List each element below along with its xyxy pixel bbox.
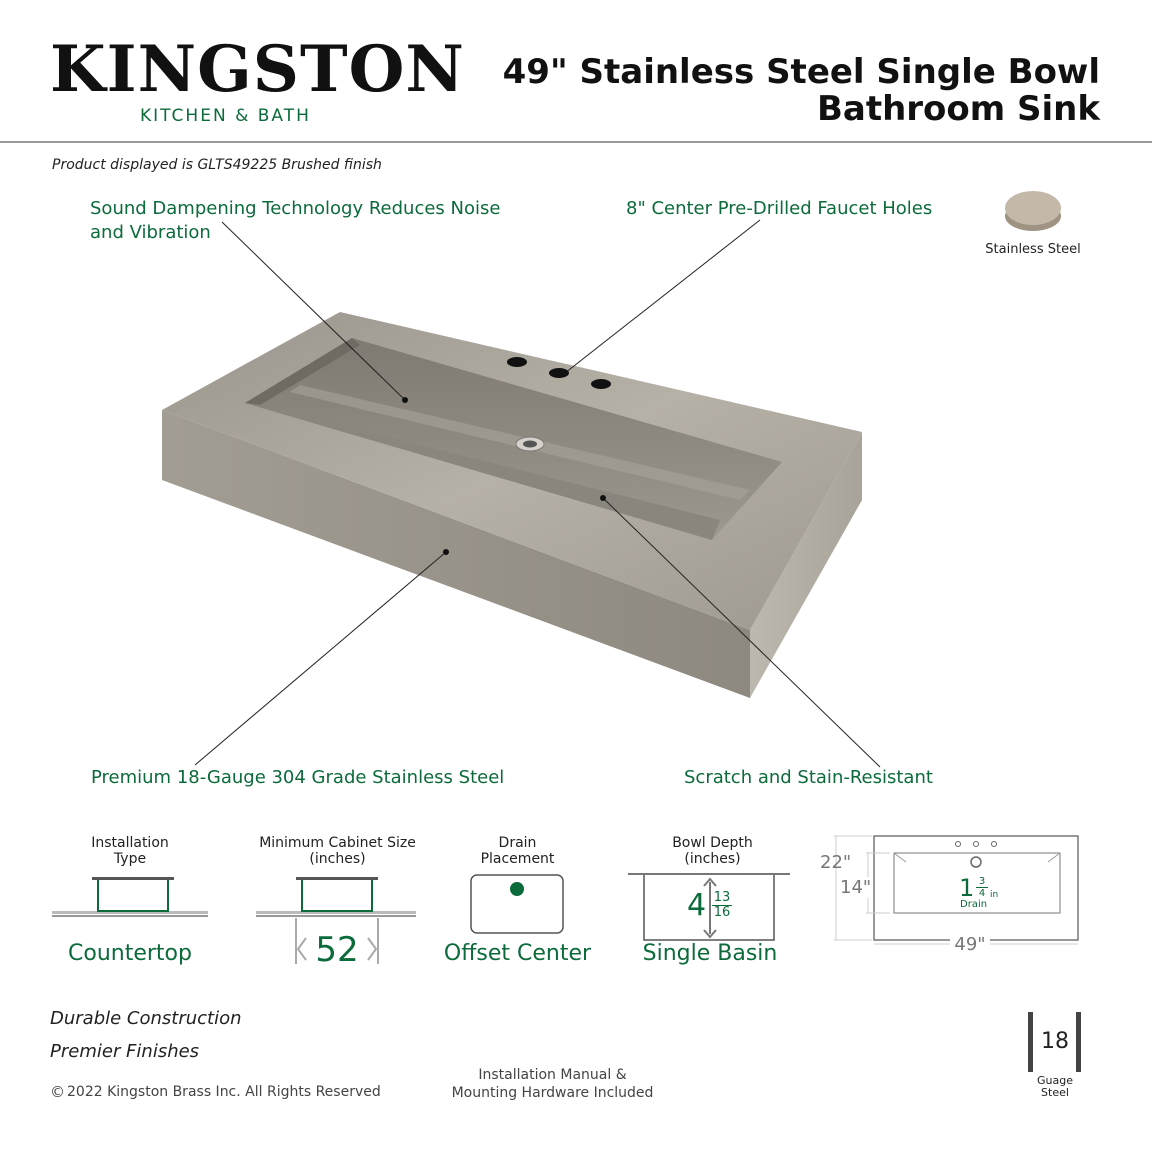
gauge-label-line-2: Steel — [1041, 1086, 1069, 1099]
feature-durable: Durable Construction — [50, 1008, 242, 1029]
drain-size-fraction — [976, 876, 988, 899]
callout-gauge: Premium 18-Gauge 304 Grade Stainless Steel — [91, 767, 505, 788]
cabinet-size-value: 52 — [315, 930, 359, 970]
included-line-2: Mounting Hardware Included — [451, 1085, 654, 1101]
faucet-hole-left — [507, 357, 527, 367]
drain-size-unit: in — [990, 890, 999, 900]
title-line-2: Bathroom Sink — [816, 89, 1100, 129]
drain-placement-value: Offset Center — [443, 941, 592, 966]
depth-denominator: 16 — [713, 905, 731, 920]
faucet-hole-right — [591, 379, 611, 389]
width-value: 49" — [950, 934, 990, 955]
drain-placement-label — [455, 835, 580, 867]
outer-depth-value: 22" — [820, 852, 852, 873]
copyright — [50, 1083, 381, 1101]
depth-numerator: 13 — [713, 890, 731, 905]
feature-finishes: Premier Finishes — [50, 1041, 200, 1062]
gauge-bar-left — [1028, 1012, 1033, 1072]
gauge-bar-right — [1076, 1012, 1081, 1072]
bowl-depth-fraction — [712, 891, 732, 920]
countertop-icon — [52, 872, 212, 922]
bowl-depth-whole: 4 — [687, 888, 707, 923]
inner-depth-value: 14" — [840, 877, 872, 898]
bowl-type-value: Single Basin — [642, 941, 778, 966]
title-line-1: 49" Stainless Steel Single Bowl — [502, 52, 1100, 92]
drain-label-line-2: Placement — [480, 851, 555, 867]
copyright-text: 2022 Kingston Brass Inc. All Rights Reserved — [67, 1084, 381, 1100]
bowl-depth-label — [645, 835, 780, 867]
gauge-label-line-1: Guage — [1037, 1074, 1073, 1087]
drain-size-whole: 1 — [959, 874, 975, 902]
included-line-1: Installation Manual & — [478, 1067, 627, 1083]
installation-label-line-2: Type — [113, 851, 147, 867]
drain-numerator: 3 — [976, 876, 988, 888]
drain-denominator: 4 — [978, 888, 986, 899]
drain-label-line-1: Drain — [498, 835, 537, 851]
brand-logo: KINGSTON — [50, 32, 465, 107]
cabinet-size-label — [250, 835, 425, 867]
depth-label-line-2: (inches) — [684, 851, 741, 867]
callout-scratch: Scratch and Stain-Resistant — [684, 767, 933, 788]
gauge-label — [1024, 1075, 1086, 1099]
drain-size-label: Drain — [960, 899, 988, 910]
gauge-number: 18 — [1041, 1029, 1069, 1054]
installation-type-label — [60, 835, 200, 867]
cabinet-label-line-2: (inches) — [309, 851, 366, 867]
cabinet-label-line-1: Minimum Cabinet Size — [259, 835, 416, 851]
copyright-icon: © — [50, 1083, 65, 1101]
bowl-depth-icon — [628, 872, 792, 944]
brand-subtitle: KITCHEN & BATH — [140, 106, 311, 126]
product-note: Product displayed is GLTS49225 Brushed finish — [52, 157, 382, 173]
swatch-label: Stainless Steel — [985, 242, 1081, 257]
callout-sound-dampening: Sound Dampening Technology Reduces Noise and Vibration — [90, 198, 501, 243]
installation-label-line-1: Installation — [91, 835, 169, 851]
depth-label-line-1: Bowl Depth — [672, 835, 753, 851]
installation-type-value: Countertop — [68, 941, 192, 966]
callout-faucet-holes: 8" Center Pre-Drilled Faucet Holes — [626, 198, 933, 219]
included-note — [440, 1066, 665, 1102]
drain-placement-icon — [470, 874, 566, 936]
